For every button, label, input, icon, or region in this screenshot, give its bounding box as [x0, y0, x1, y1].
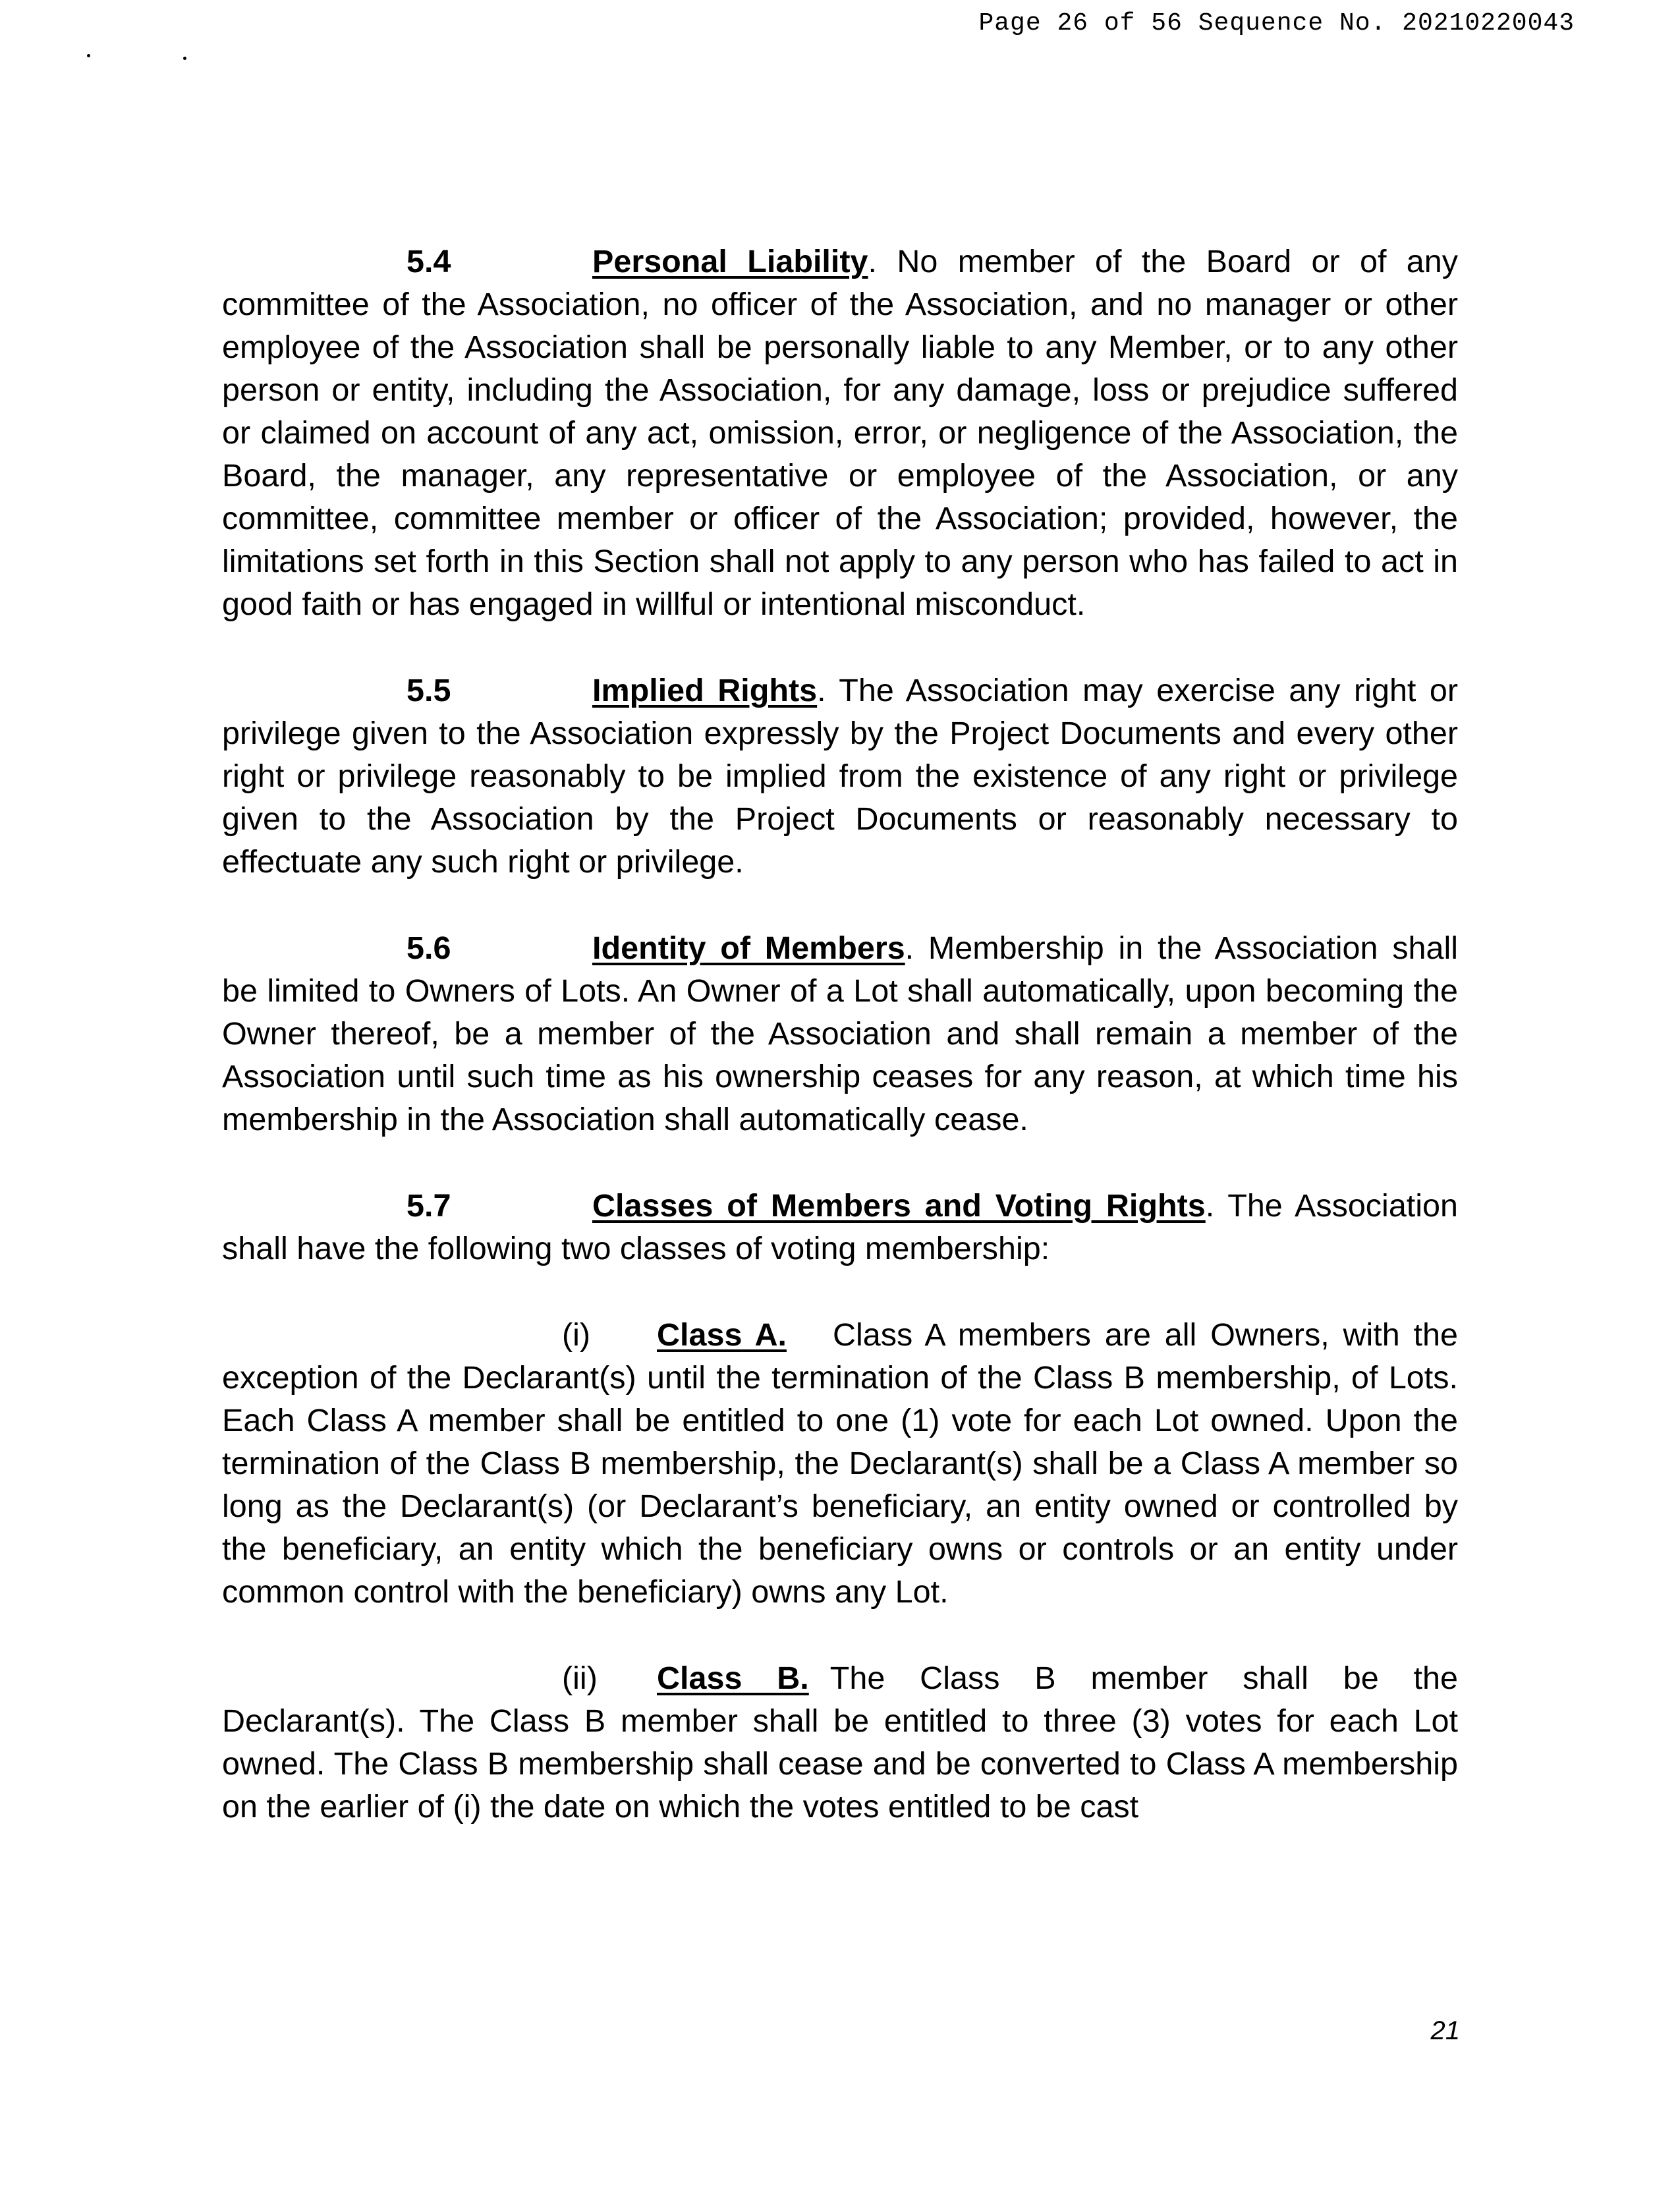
section-number: 5.7: [406, 1188, 451, 1224]
section-heading: Implied Rights: [592, 673, 818, 708]
section-5-6: [222, 927, 1458, 1141]
section-5-5: [222, 669, 1458, 884]
subsection-number: (i): [562, 1317, 591, 1353]
section-number: 5.5: [406, 673, 451, 708]
page-sequence-stamp: Page 26 of 56 Sequence No. 20210220043: [978, 9, 1575, 38]
section-heading: Classes of Members and Voting Rights: [592, 1188, 1206, 1224]
subsection-class-b: [222, 1657, 1458, 1828]
page-number: 21: [1430, 2016, 1460, 2045]
section-text: . The Association may exercise any right or privilege given to the Association expressly by the Project Documents and every other right or privilege reasonably to be implied from the existence of any right or privilege given to the Association by the Project Documents or reasonably necessary to effectuate any such right or privilege.: [222, 673, 1459, 880]
subsection-heading: Class A.: [657, 1317, 787, 1353]
subsection-class-a: [222, 1314, 1458, 1614]
scan-speck: [87, 54, 90, 57]
section-text: . No member of the Board or of any committee of the Association, no officer of the Association, and no manager or other employee of the Association shall be personally liable to any Member, or to any other person or entity, including the Association, for any damage, loss or prejudice suffered or claimed on account of any act, omission, error, or negligence of the Association, the Board, the manager, any representative or employee of the Association, or any committee, committee member or officer of the Association; provided, however, the limitations set forth in this Section shall not apply to any person who has failed to act in good faith or has engaged in willful or intentional misconduct.: [222, 244, 1458, 622]
subsection-text: Class A members are all Owners, with the exception of the Declarant(s) until the termination of the Class B membership, of Lots. Each Class A member shall be entitled to one (1) vote for each Lot owned. Upon the termination of the Class B membership, the Declarant(s) shall be a Class A member so long as the Declarant(s) (or Declarant’s beneficiary, an entity owned or controlled by the beneficiary, an entity which the beneficiary owns or controls or an entity under common control with the beneficiary) owns any Lot.: [222, 1317, 1458, 1610]
subsection-heading: Class B.: [657, 1660, 809, 1696]
section-text: . The Association shall have the following two classes of voting membership:: [222, 1188, 1458, 1266]
section-5-4: [222, 240, 1458, 626]
section-number: 5.6: [406, 930, 451, 966]
section-heading: Identity of Members: [592, 930, 905, 966]
subsection-text: The Class B member shall be the Declarant(s). The Class B member shall be entitled to three (3) votes for each Lot owned. The Class B membership shall cease and be converted to Class A membership on the earlier of (i) the date on which the votes entitled to be cast: [222, 1660, 1458, 1824]
section-text: . Membership in the Association shall be limited to Owners of Lots. An Owner of a Lot shall automatically, upon becoming the Owner thereof, be a member of the Association and shall remain a member of the Association until such time as his ownership ceases for any reason, at which time his membership in the Association shall automatically cease.: [222, 930, 1458, 1137]
section-5-7: [222, 1185, 1458, 1270]
section-heading: Personal Liability: [592, 244, 868, 279]
scan-speck: [183, 57, 186, 60]
document-body: [222, 240, 1458, 1872]
subsection-number: (ii): [562, 1660, 598, 1696]
section-number: 5.4: [406, 244, 451, 279]
